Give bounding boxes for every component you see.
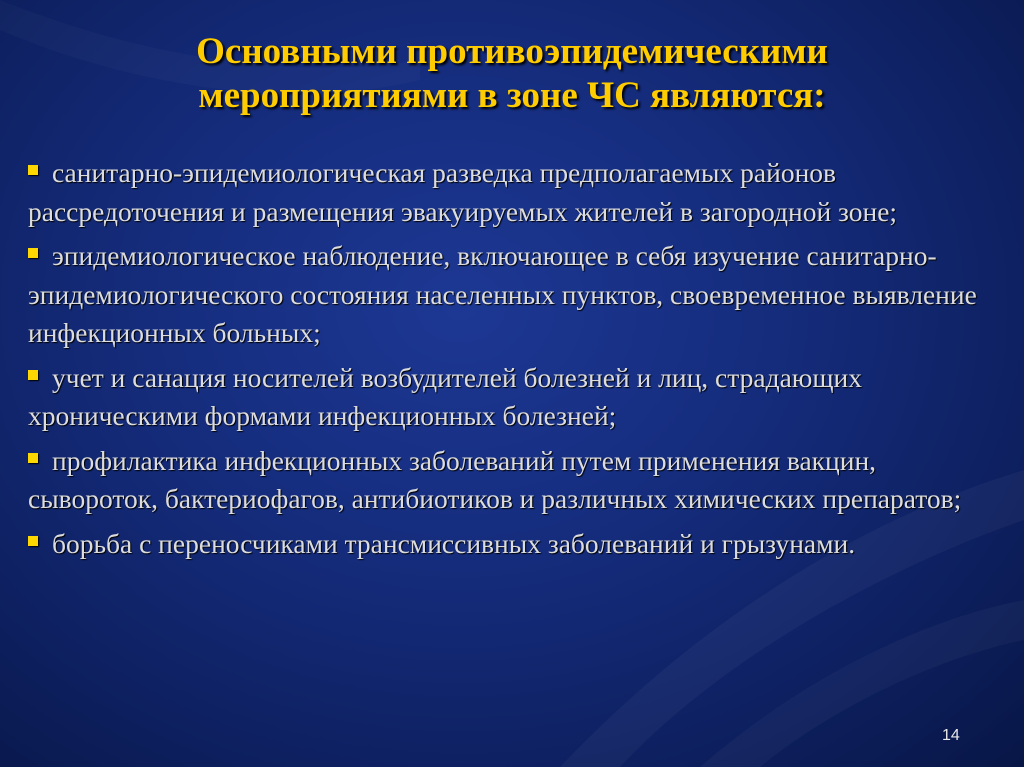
square-bullet-icon: [28, 248, 38, 258]
bullet-text-vector-control: борьба с переносчиками трансмиссивных заболеваний и грызунами.: [52, 527, 856, 559]
bullet-text-reconnaissance: санитарно-эпидемиологическая разведка предполагаемых районов рассредоточения и размещения эвакуируемых жителей в загородной зоне;: [28, 157, 898, 227]
bullet-item-reconnaissance: [28, 154, 988, 231]
slide-title-line-2: мероприятиями в зоне ЧС являются:: [198, 75, 826, 116]
slide-title-line-1: Основными противоэпидемическими: [196, 31, 828, 72]
bullet-item-prevention: [28, 442, 988, 519]
bullet-item-carriers: [28, 359, 988, 436]
bullet-text-observation: эпидемиологическое наблюдение, включающее в себя изучение санитарно-эпидемиологического состояния населенных пунктов, своевременное выявление инфекционных больных;: [28, 240, 977, 348]
bullet-item-observation: [28, 237, 988, 353]
bullet-text-carriers: учет и санация носителей возбудителей болезней и лиц, страдающих хроническими формами инфекционных болезней;: [28, 361, 862, 431]
bullet-item-vector-control: [28, 525, 988, 564]
square-bullet-icon: [28, 165, 38, 175]
square-bullet-icon: [28, 453, 38, 463]
page-number: 14: [942, 727, 960, 744]
square-bullet-icon: [28, 370, 38, 380]
bullet-text-prevention: профилактика инфекционных заболеваний путем применения вакцин, сывороток, бактериофагов, антибиотиков и различных химических препаратов;: [28, 444, 962, 514]
bullet-list: [28, 154, 988, 569]
square-bullet-icon: [28, 536, 38, 546]
slide-title: [40, 30, 984, 118]
